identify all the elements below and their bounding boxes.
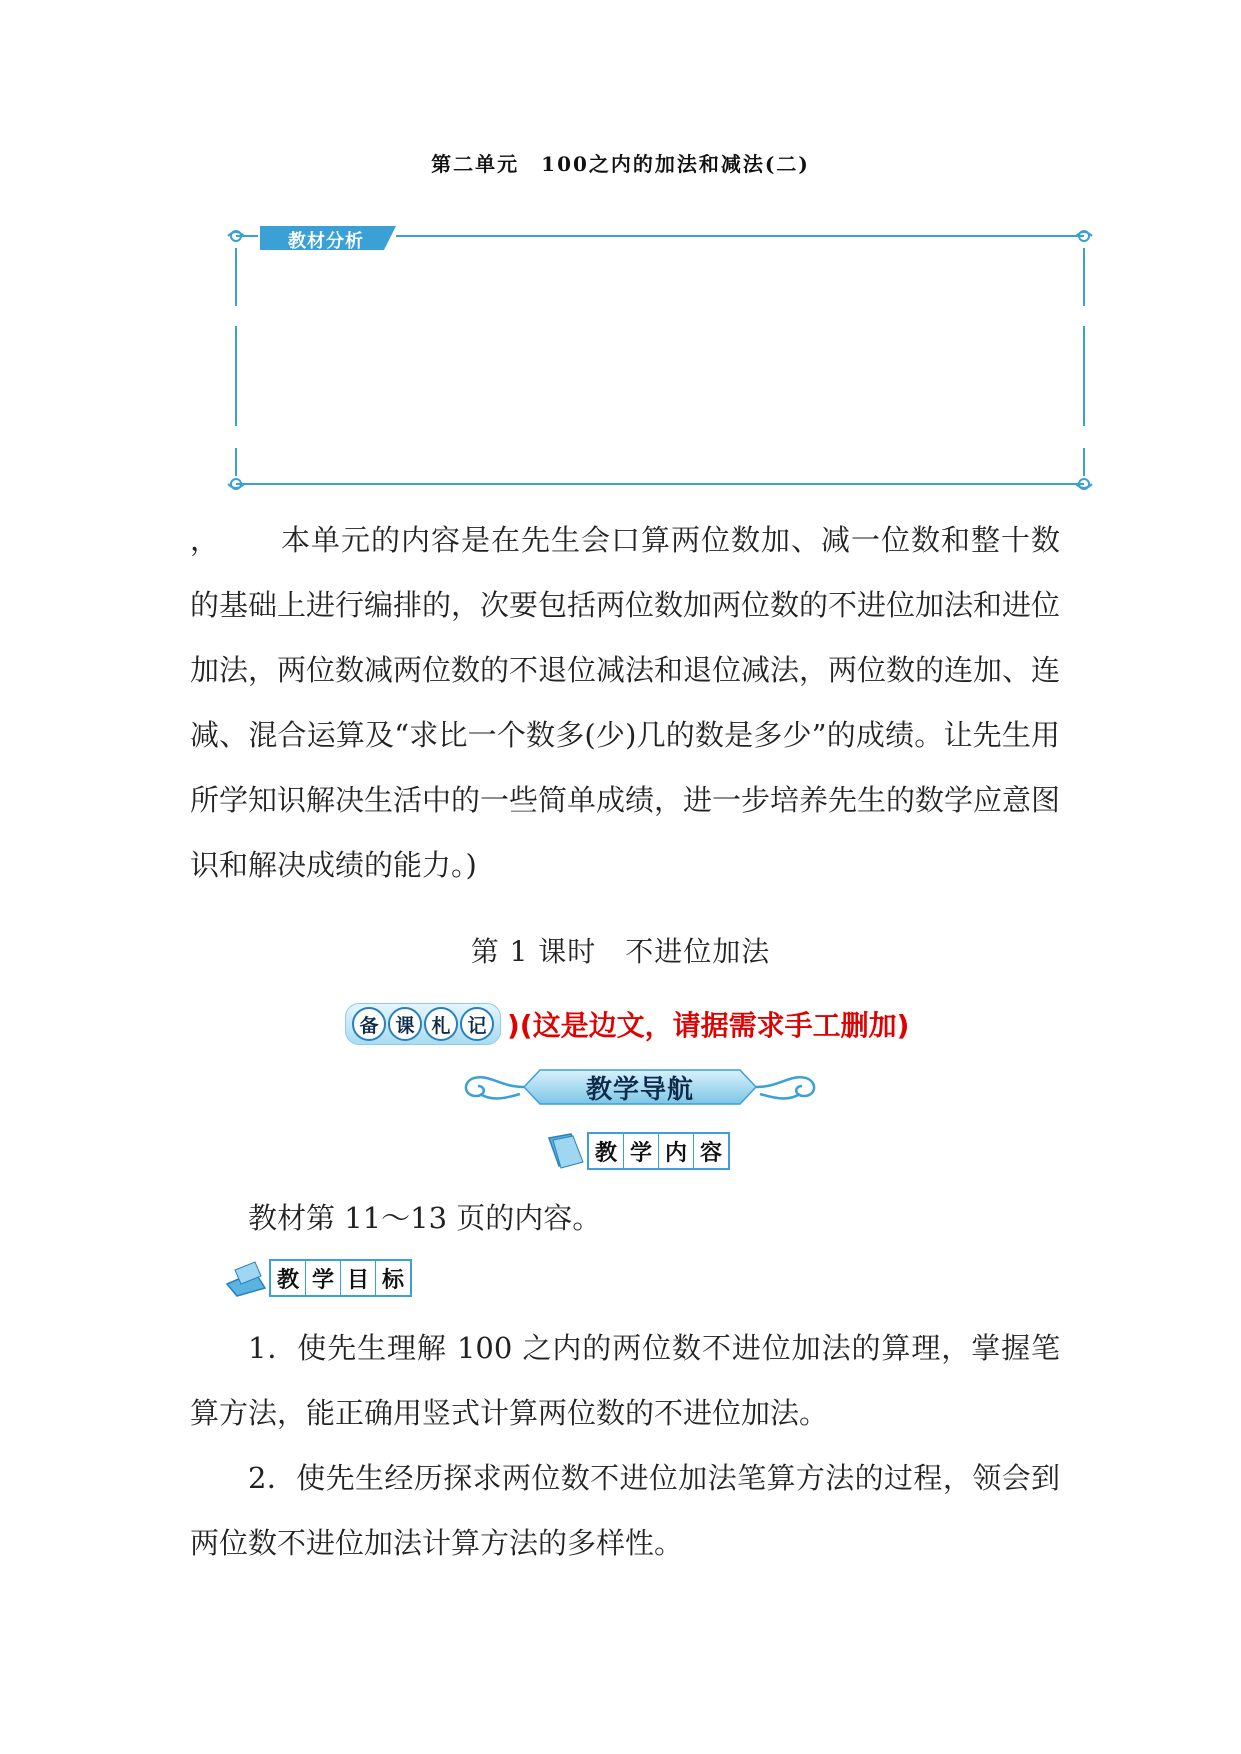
content-section-title bbox=[587, 1132, 730, 1170]
badge-char: 札 bbox=[424, 1007, 458, 1041]
section-char: 容 bbox=[693, 1134, 728, 1168]
section-char: 教 bbox=[276, 1267, 299, 1293]
books-icon bbox=[225, 1258, 269, 1298]
badge-char: 记 bbox=[460, 1007, 494, 1041]
intro-text: 本单元的内容是在先生会口算两位数加、减一位数和整十数的基础上进行编排的，次要包括两位数加两位数的不进位加法和进位加法，两位数减两位数的不退位减法和退位减法，两位数的连加、连减、混合运算及“求比一个数多(少)几的数是多少”的成绩。让先生用所学知识解决生活中的一些简单成绩，进一步培养先生的数学应意图识和解决成绩的能力。) bbox=[190, 523, 1061, 882]
goals-section-title bbox=[269, 1259, 412, 1297]
badge-char: 课 bbox=[388, 1007, 422, 1041]
content-text: 教材第 11～13 页的内容。 bbox=[248, 1201, 602, 1235]
prep-notes-row bbox=[345, 1000, 909, 1048]
section-char: 学 bbox=[305, 1261, 340, 1295]
goal-item-1: 1．使先生理解 100 之内的两位数不进位加法的算理，掌握笔算方法，能正确用竖式计算两位数的不进位加法。 bbox=[190, 1331, 1060, 1430]
badge-char: 备 bbox=[352, 1007, 386, 1041]
goals-section-head bbox=[225, 1258, 412, 1298]
book-icon bbox=[545, 1130, 587, 1172]
page-header: 第二单元 100之内的加法和减法(二) bbox=[431, 152, 810, 176]
goal-item-2: 2．使先生经历探求两位数不进位加法笔算方法的过程，领会到两位数不进位加法计算方法的多样性。 bbox=[190, 1461, 1060, 1560]
section-char: 教 bbox=[594, 1140, 617, 1166]
intro-paragraph bbox=[190, 508, 1060, 898]
nav-banner-label: 教学导航 bbox=[585, 1074, 694, 1105]
analysis-tab: 教材分析 bbox=[288, 231, 364, 252]
leading-mark: ， bbox=[190, 523, 220, 557]
analysis-frame bbox=[226, 226, 1096, 494]
section-char: 学 bbox=[623, 1134, 658, 1168]
lesson-title: 第 1 课时 不进位加法 bbox=[470, 935, 771, 968]
section-char: 标 bbox=[375, 1261, 410, 1295]
section-char: 目 bbox=[340, 1261, 375, 1295]
prep-notes-note: )(这是边文，请据需求手工删加) bbox=[507, 1009, 910, 1042]
section-char: 内 bbox=[658, 1134, 693, 1168]
content-section-head bbox=[545, 1130, 730, 1172]
prep-notes-badge bbox=[345, 1003, 501, 1045]
